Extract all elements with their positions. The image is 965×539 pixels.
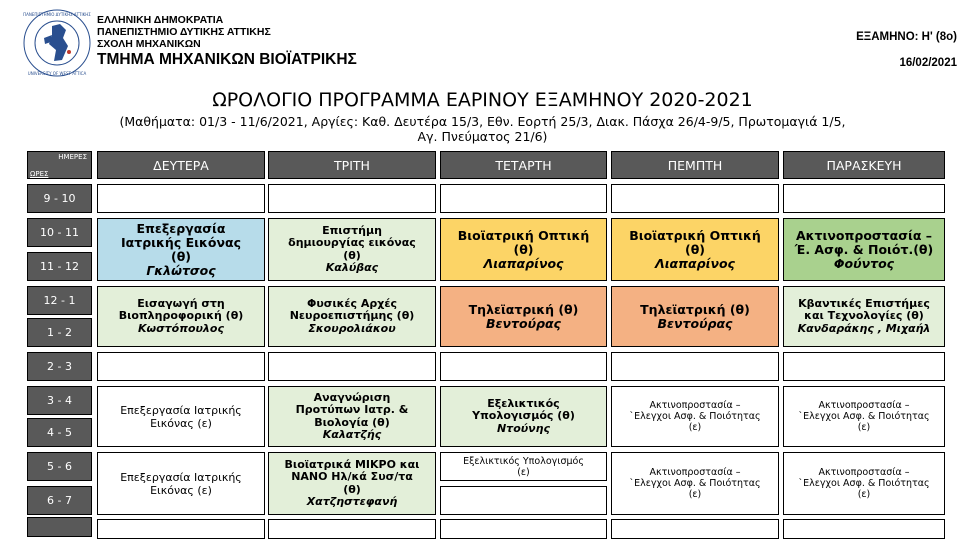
course-title-line: Εξελικτικός	[487, 396, 560, 410]
page-title: ΩΡΟΛΟΓΙΟ ΠΡΟΓΡΑΜΜΑ ΕΑΡΙΝΟΥ ΕΞΑΜΗΝΟΥ 2020-2021	[212, 89, 753, 111]
university-label: ΠΑΝΕΠΙΣΤΗΜΙΟ ΔΥΤΙΚΗΣ ΑΤΤΙΚΗΣ	[97, 26, 271, 38]
department-label: ΤΜΗΜΑ ΜΗΧΑΝΙΚΩΝ ΒΙΟΪΑΤΡΙΚΗΣ	[97, 51, 357, 68]
course-title-line: Ιατρικής Εικόνας	[121, 234, 241, 250]
day-header-thursday: ΠΕΜΠΤΗ	[611, 151, 779, 179]
corner-header	[27, 151, 92, 179]
course-title-line: Επιστήμη	[322, 223, 382, 237]
day-header-monday: ΔΕΥΤΕΡΑ	[97, 151, 265, 179]
lab-title-line: Επεξεργασία Ιατρικής	[120, 470, 242, 484]
lab-cell	[440, 452, 607, 481]
lab-title-line: Ακτινοπροστασία –	[818, 467, 910, 478]
hour-label-partial	[27, 517, 92, 537]
course-title-line: Εισαγωγή στη	[137, 296, 225, 310]
lab-title-line: (ε)	[857, 489, 871, 500]
page-subtitle	[30, 114, 935, 144]
empty-slot	[440, 486, 607, 515]
corner-hours-label: ΩΡΕΣ	[30, 170, 49, 178]
day-header-wednesday: ΤΕΤΑΡΤΗ	[440, 151, 607, 179]
lab-title-line: `Ελεγχοι Ασφ. & Ποιότητας	[629, 478, 761, 489]
hour-label: 3 - 4	[27, 386, 92, 415]
logo-text-bottom: UNIVERSITY OF WEST ATTICA	[27, 71, 87, 76]
corner-days-label: ΗΜΕΡΕΣ	[58, 153, 87, 161]
course-title-line: Φυσικές Αρχές	[306, 296, 398, 310]
course-title-line: Κβαντικές Επιστήμες	[798, 296, 930, 310]
empty-slot	[97, 352, 265, 381]
lab-title-line: Ακτινοπροστασία –	[649, 467, 741, 478]
empty-slot	[611, 184, 779, 213]
course-cell	[97, 286, 265, 347]
lab-cell	[611, 452, 779, 515]
course-title-line: Υπολογισμός (θ)	[472, 409, 575, 423]
course-title-line: (θ)	[170, 248, 191, 264]
course-title-line: Έ. Ασφ. & Ποιότ.(θ)	[794, 241, 934, 257]
university-logo	[22, 8, 92, 78]
lab-cell	[97, 386, 265, 447]
course-title-line: Αναγνώριση	[313, 390, 391, 404]
empty-slot	[97, 184, 265, 213]
course-cell	[440, 286, 607, 347]
course-cell	[783, 218, 945, 281]
school-label: ΣΧΟΛΗ ΜΗΧΑΝΙΚΩΝ	[97, 38, 201, 50]
course-title-line: ΝΑΝΟ Ηλ/κά Συσ/τα	[291, 470, 413, 483]
lab-title-line: `Ελεγχοι Ασφ. & Ποιότητας	[629, 411, 761, 422]
course-professor: Βεντούρας	[657, 315, 733, 331]
course-cell	[268, 386, 436, 447]
empty-slot	[440, 519, 607, 539]
course-professor: Χατζηστεφανή	[306, 495, 398, 508]
course-title-line: (θ)	[343, 248, 361, 262]
course-professor: Καλύβας	[325, 261, 379, 274]
course-professor: Κωστόπουλος	[138, 321, 224, 335]
course-cell	[611, 218, 779, 281]
hour-label: 4 - 5	[27, 418, 92, 447]
day-header-tuesday: ΤΡΙΤΗ	[268, 151, 436, 179]
course-cell	[97, 218, 265, 281]
course-title-line: (θ)	[684, 241, 705, 257]
course-professor: Σκουρολιάκου	[308, 321, 396, 335]
day-header-friday: ΠΑΡΑΣΚΕΥΗ	[783, 151, 945, 179]
course-title-line: Βιοϊατρική Οπτική	[629, 227, 761, 243]
lab-title-line: (ε)	[857, 422, 871, 433]
course-title-line: Τηλεϊατρική (θ)	[640, 301, 750, 317]
course-cell	[268, 218, 436, 281]
course-title-line: (θ)	[513, 241, 534, 257]
course-professor: Ντούνης	[496, 421, 551, 435]
empty-slot	[268, 519, 436, 539]
course-title-line: Τηλεϊατρική (θ)	[468, 301, 579, 317]
empty-slot	[440, 352, 607, 381]
hour-label: 10 - 11	[27, 218, 92, 247]
course-title-line: (θ)	[343, 482, 361, 496]
course-title-line: Επεξεργασία	[136, 220, 226, 236]
empty-slot	[97, 519, 265, 539]
hour-label: 2 - 3	[27, 352, 92, 381]
course-professor: Κανδαράκης , Μιχαήλ	[797, 321, 931, 335]
date-label: 16/02/2021	[899, 57, 957, 69]
course-cell	[268, 286, 436, 347]
lab-title-line: Ακτινοπροστασία –	[649, 400, 741, 411]
course-cell	[440, 218, 607, 281]
hour-label: 11 - 12	[27, 252, 92, 281]
lab-title-line: (ε)	[688, 422, 702, 433]
semester-label: ΕΞΑΜΗΝΟ: Η' (8ο)	[856, 31, 957, 43]
lab-title-line: Επεξεργασία Ιατρικής	[120, 403, 242, 417]
hour-label: 12 - 1	[27, 286, 92, 315]
lab-cell	[783, 386, 945, 447]
course-professor: Λιαπαρίνος	[655, 255, 735, 271]
lab-title-line: Εικόνας (ε)	[150, 483, 212, 497]
course-title-line: δημιουργίας εικόνας	[288, 236, 416, 249]
institution-block	[97, 14, 357, 68]
course-title-line: Ακτινοπροστασία –	[795, 227, 933, 243]
logo-text-top: ΠΑΝΕΠΙΣΤΗΜΙΟ ΔΥΤΙΚΗΣ ΑΤΤΙΚΗΣ	[23, 12, 91, 17]
course-professor: Βεντούρας	[486, 315, 561, 331]
lab-title-line: Εξελικτικός Υπολογισμός	[463, 455, 584, 467]
republic-label: ΕΛΛΗΝΙΚΗ ΔΗΜΟΚΡΑΤΙΑ	[97, 14, 224, 26]
empty-slot	[268, 352, 436, 381]
course-title-line: Νευροεπιστήμης (θ)	[289, 309, 415, 323]
course-title-line: και Τεχνολογίες (θ)	[804, 309, 924, 323]
course-cell	[611, 286, 779, 347]
hour-label: 1 - 2	[27, 318, 92, 347]
lab-title-line: Ακτινοπροστασία –	[818, 400, 910, 411]
course-title-line: Προτύπων Ιατρ. &	[295, 403, 409, 416]
course-title-line: Βιοπληροφορική (θ)	[118, 309, 244, 323]
lab-title-line: `Ελεγχοι Ασφ. & Ποιότητας	[798, 411, 930, 422]
empty-slot	[440, 184, 607, 213]
lab-title-line: (ε)	[517, 466, 530, 478]
empty-slot	[783, 184, 945, 213]
course-cell	[783, 286, 945, 347]
lab-title-line: Εικόνας (ε)	[150, 416, 212, 430]
course-title-line: Βιοϊατρικά ΜΙΚΡΟ και	[284, 457, 420, 471]
lab-title-line: (ε)	[688, 489, 702, 500]
lab-cell	[97, 452, 265, 515]
hour-label: 6 - 7	[27, 486, 92, 515]
empty-slot	[611, 519, 779, 539]
lab-cell	[783, 452, 945, 515]
course-professor: Φούντος	[833, 255, 895, 271]
subtitle-line-1: (Μαθήματα: 01/3 - 11/6/2021, Αργίες: Καθ. Δευτέρα 15/3, Εθν. Εορτή 25/3, Διακ. Πάσχα 26/4-9/5, Πρωτομαγιά 1/5,	[119, 114, 846, 129]
course-title-line: Βιολογία (θ)	[314, 415, 390, 429]
lab-cell	[611, 386, 779, 447]
empty-slot	[611, 352, 779, 381]
course-cell	[440, 386, 607, 447]
empty-slot	[268, 184, 436, 213]
course-title-line: Βιοϊατρική Οπτική	[457, 227, 590, 243]
hour-label: 9 - 10	[27, 184, 92, 213]
course-professor: Λιαπαρίνος	[483, 255, 564, 271]
empty-slot	[783, 352, 945, 381]
course-cell	[268, 452, 436, 515]
lab-title-line: `Ελεγχοι Ασφ. & Ποιότητας	[798, 478, 930, 489]
subtitle-line-2: Αγ. Πνεύματος 21/6)	[417, 129, 548, 144]
course-professor: Γκλώτσος	[146, 262, 216, 278]
hour-label: 5 - 6	[27, 452, 92, 481]
course-professor: Καλατζής	[322, 428, 382, 441]
empty-slot	[783, 519, 945, 539]
